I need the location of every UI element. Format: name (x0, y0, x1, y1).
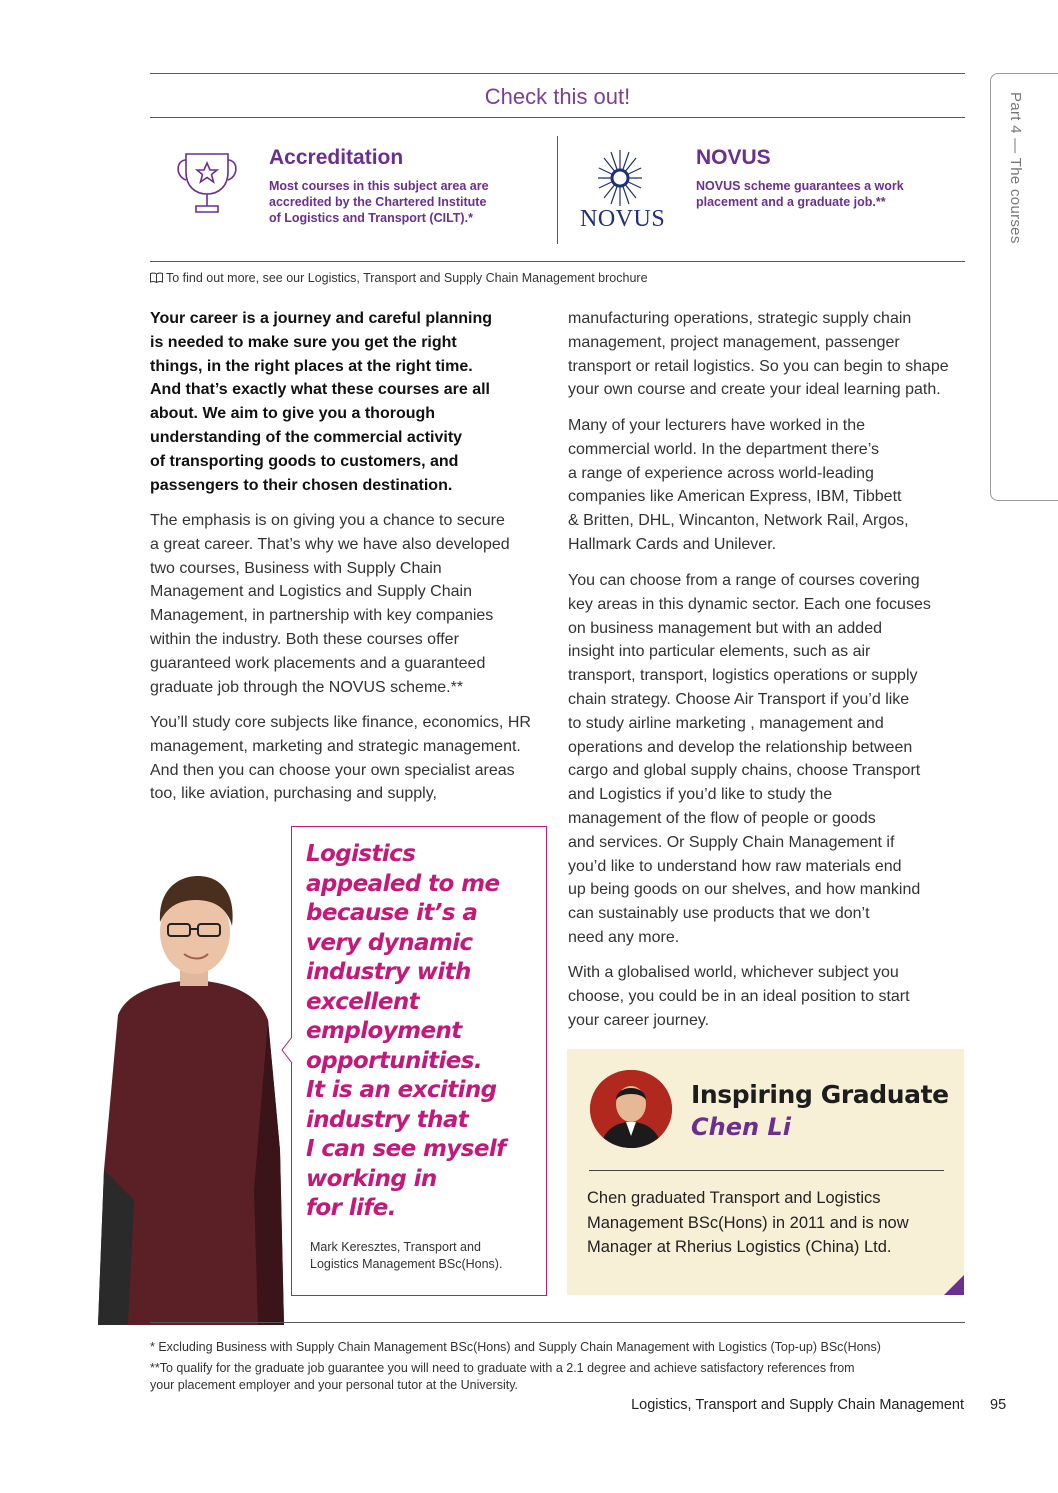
lead-line: understanding of the commercial activity (150, 428, 463, 446)
text-line: graduate job through the NOVUS scheme.** (150, 678, 464, 696)
text-line: Management and Logistics and Supply Chain (150, 583, 472, 601)
check-title: Check this out! (484, 84, 631, 109)
quote-pointer (281, 1037, 293, 1063)
accreditation-line-2: accredited by the Chartered Institute (269, 195, 487, 209)
graduate-line: Manager at Rherius Logistics (China) Ltd. (587, 1238, 892, 1256)
text-line: a range of experience across world-leading (568, 464, 874, 482)
lead-paragraph (150, 307, 542, 497)
lead-line: And that’s exactly what these courses are all (150, 381, 490, 399)
graduate-rule (589, 1170, 944, 1171)
text-line: insight into particular elements, such as air (568, 643, 871, 661)
brochure-note (150, 271, 648, 286)
quote-line: industry with (306, 959, 471, 985)
page-number: 95 (990, 1397, 1007, 1413)
graduate-text (587, 1186, 947, 1260)
footnote-rule (150, 1322, 965, 1323)
text-line: management of the flow of people or goods (568, 809, 876, 827)
text-line: up being goods on our shelves, and how mankind (568, 881, 921, 899)
footer-title: Logistics, Transport and Supply Chain Management (631, 1397, 964, 1413)
text-line: two courses, Business with Supply Chain (150, 559, 442, 577)
lead-line: is needed to make sure you get the right (150, 333, 457, 351)
text-line: chain strategy. Choose Air Transport if you’d like (568, 690, 910, 708)
quote-line: employment (306, 1018, 462, 1044)
text-line: can sustainably use products that we don’t (568, 905, 870, 923)
book-icon (150, 272, 163, 286)
quote-line: I can see myself (306, 1136, 506, 1162)
text-line: The emphasis is on giving you a chance to secure (150, 512, 505, 529)
brochure-note-text: To find out more, see our Logistics, Transport and Supply Chain Management brochure (166, 271, 648, 285)
text-line: transport, transport, logistics operations or supply (568, 667, 918, 685)
text-line: on business management but with an added (568, 619, 882, 637)
accreditation-line-1: Most courses in this subject area are (269, 179, 489, 193)
text-line: and services. Or Supply Chain Management if (568, 833, 895, 851)
section-tab-label: Part 4 — The courses (1007, 92, 1024, 244)
text-line: you’d like to understand how raw materials end (568, 857, 902, 875)
quote-line: because it’s a (306, 900, 478, 926)
top-rule (150, 73, 965, 74)
quote-line: appealed to me (306, 870, 500, 897)
lead-line: of transporting goods to customers, and (150, 452, 459, 470)
text-line: With a globalised world, whichever subject you (568, 964, 899, 981)
quote-line: Logistics (306, 841, 416, 867)
graduate-line: Chen graduated Transport and Logistics (587, 1189, 881, 1207)
title-rule (150, 117, 965, 118)
body-paragraph (568, 307, 963, 402)
lead-line: Your career is a journey and careful planning (150, 310, 493, 327)
text-line: You can choose from a range of courses covering (568, 572, 920, 589)
lead-line: about. We aim to give you a thorough (150, 405, 436, 423)
text-line: companies like American Express, IBM, Tibbett (568, 488, 902, 506)
text-line: guaranteed work placements and a guaranteed (150, 654, 486, 672)
quote-line: working in (306, 1165, 437, 1192)
text-line: cargo and global supply chains, choose Transport (568, 762, 921, 780)
text-line: and Logistics if you’d like to study the (568, 786, 833, 804)
accreditation-line-3: of Logistics and Transport (CILT).* (269, 211, 473, 225)
body-paragraph (150, 711, 550, 806)
novus-line-1: NOVUS scheme guarantees a work (696, 179, 904, 193)
footnote: **To qualify for the graduate job guarantee you will need to graduate with a 2.1 degree and achieve satisfactory references from (150, 1361, 855, 1375)
novus-title: NOVUS (696, 146, 771, 169)
quote-text (306, 840, 536, 1224)
graduate-heading: Inspiring Graduate (691, 1080, 949, 1109)
text-line: operations and develop the relationship between (568, 738, 913, 756)
text-line: transport or retail logistics. So you can begin to shape (568, 357, 949, 375)
graduate-avatar (590, 1070, 672, 1148)
quote-line: opportunities. (306, 1047, 483, 1074)
text-line: You’ll study core subjects like finance, economics, HR (150, 714, 531, 731)
text-line: & Britten, DHL, Wincanton, Network Rail, Argos, (568, 512, 909, 530)
text-line: to study airline marketing , management and (568, 714, 884, 732)
text-line: need any more. (568, 928, 680, 946)
novus-logo-text: NOVUS (580, 206, 666, 232)
text-line: Management, in partnership with key companies (150, 607, 494, 625)
quote-line: industry that (306, 1106, 469, 1133)
novus-line-2: placement and a graduate job.** (696, 195, 886, 209)
student-photo (88, 870, 293, 1325)
text-line: Hallmark Cards and Unilever. (568, 535, 777, 553)
bottom-rule (150, 261, 965, 262)
accreditation-title: Accreditation (269, 146, 404, 169)
author-line: Mark Keresztes, Transport and (310, 1240, 481, 1254)
quote-line: It is an exciting (306, 1077, 497, 1103)
trophy-star-icon (172, 146, 242, 222)
text-line: Many of your lecturers have worked in the (568, 417, 866, 434)
text-line: your career journey. (568, 1011, 710, 1029)
body-paragraph (568, 961, 963, 1032)
body-paragraph (568, 414, 963, 557)
quote-line: very dynamic (306, 929, 473, 956)
graduate-line: Management BSc(Hons) in 2011 and is now (587, 1213, 909, 1232)
text-line: management, project management, passenger (568, 333, 900, 351)
corner-triangle-icon (944, 1275, 964, 1295)
text-line: too, like aviation, purchasing and supply, (150, 785, 437, 803)
footnote: * Excluding Business with Supply Chain Management BSc(Hons) and Supply Chain Management with Logistics (Top-up) BSc(Hons) (150, 1340, 881, 1354)
text-line: commercial world. In the department there’s (568, 440, 879, 458)
text-line: key areas in this dynamic sector. Each one focuses (568, 595, 931, 613)
quote-line: excellent (306, 988, 420, 1015)
text-line: management, marketing and strategic management. (150, 737, 521, 755)
body-paragraph (568, 569, 963, 950)
footnote: your placement employer and your personal tutor at the University. (150, 1378, 519, 1392)
quote-author (310, 1239, 540, 1273)
text-line: manufacturing operations, strategic supply chain (568, 310, 912, 327)
text-line: your own course and create your ideal learning path. (568, 381, 941, 399)
text-line: choose, you could be in an ideal position to start (568, 987, 910, 1005)
text-line: And then you can choose your own specialist areas (150, 761, 515, 779)
author-line: Logistics Management BSc(Hons). (310, 1257, 503, 1271)
lead-line: passengers to their chosen destination. (150, 476, 453, 494)
feature-divider (557, 136, 558, 244)
lead-line: things, in the right places at the right time. (150, 357, 473, 375)
novus-starburst-icon (596, 148, 644, 208)
graduate-name: Chen Li (691, 1113, 791, 1141)
quote-line: for life. (306, 1195, 396, 1221)
body-paragraph (150, 509, 550, 699)
text-line: a great career. That’s why we have also developed (150, 535, 510, 553)
text-line: within the industry. Both these courses offer (150, 630, 459, 648)
